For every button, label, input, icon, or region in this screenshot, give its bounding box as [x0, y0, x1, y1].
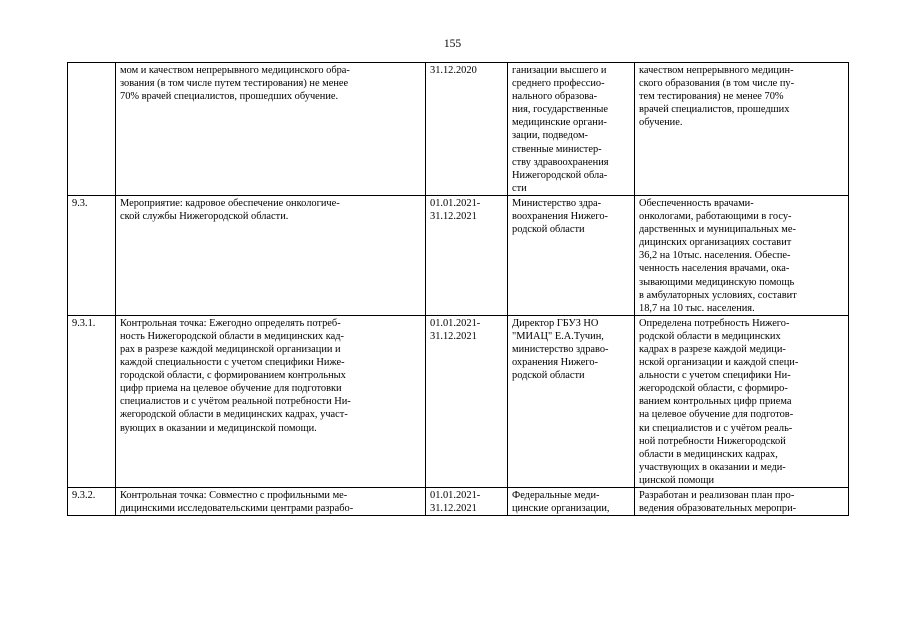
event-dates: 01.01.2021- 31.12.2021 — [426, 315, 508, 487]
expected-result: Разработан и реализован план про- ведения образовательных меропри- — [635, 488, 849, 516]
row-number — [68, 63, 116, 196]
event-description: Контрольная точка: Совместно с профильными ме- дицинскими исследовательскими центрами разрабо- — [116, 488, 426, 516]
row-number: 9.3.2. — [68, 488, 116, 516]
responsible-party: Министерство здра- воохранения Нижего- родской области — [508, 195, 635, 315]
expected-result: качеством непрерывного медицин- ского образования (в том числе пу- тем тестирования) не менее 70% врачей специалистов, прошедших обучение. — [635, 63, 849, 196]
table-row — [68, 63, 849, 196]
event-dates: 31.12.2020 — [426, 63, 508, 196]
event-description: Контрольная точка: Ежегодно определять потреб- ность Нижегородской области в медицинских кад- рах в разрезе каждой медицинской организации и каждой специальности с учетом специфики Ниже- городской области, с формированием контрольных цифр приема на целевое обучение для подготовки специалистов и с учётом реальной потребности Ни- жегородской области в медицинских кадрах, участ- вующих в оказании и медицинской помощи. — [116, 315, 426, 487]
responsible-party: ганизации высшего и среднего профессио- нального образова- ния, государственные медицинские органи- зации, подведом- ственные министер- ству здравоохранения Нижегородской обла- сти — [508, 63, 635, 196]
event-dates: 01.01.2021- 31.12.2021 — [426, 488, 508, 516]
expected-result: Определена потребность Нижего- родской области в медицинских кадрах в разрезе каждой медици- нской организации и каждой специ- альности с учетом специфики Ни- жегородской области, с формиро- ванием контрольных цифр приема на целевое обучение для подготов- ки специалистов и с учётом реаль- ной потребности Нижегородской области в медицинских кадрах, участвующих в оказании и меди- цинской помощи — [635, 315, 849, 487]
plan-table — [67, 62, 849, 516]
table-row — [68, 315, 849, 487]
responsible-party: Директор ГБУЗ НО "МИАЦ" Е.А.Тучин, министерство здраво- охранения Нижего- родской области — [508, 315, 635, 487]
event-dates: 01.01.2021- 31.12.2021 — [426, 195, 508, 315]
event-description: Мероприятие: кадровое обеспечение онкологиче- ской службы Нижегородской области. — [116, 195, 426, 315]
responsible-party: Федеральные меди- цинские организации, — [508, 488, 635, 516]
table-row — [68, 488, 849, 516]
page-number: 155 — [443, 38, 462, 50]
row-number: 9.3.1. — [68, 315, 116, 487]
table-row — [68, 195, 849, 315]
expected-result: Обеспеченность врачами- онкологами, работающими в госу- дарственных и муниципальных ме- дицинских организациях составит 36,2 на 10тыс. населения. Обеспе- ченность населения врачами, ока- зывающими медицинскую помощь в амбулаторных условиях, составит 18,7 на 10 тыс. населения. — [635, 195, 849, 315]
event-description: мом и качеством непрерывного медицинского обра- зования (в том числе путем тестирования) не менее 70% врачей специалистов, прошедших обучение. — [116, 63, 426, 196]
row-number: 9.3. — [68, 195, 116, 315]
